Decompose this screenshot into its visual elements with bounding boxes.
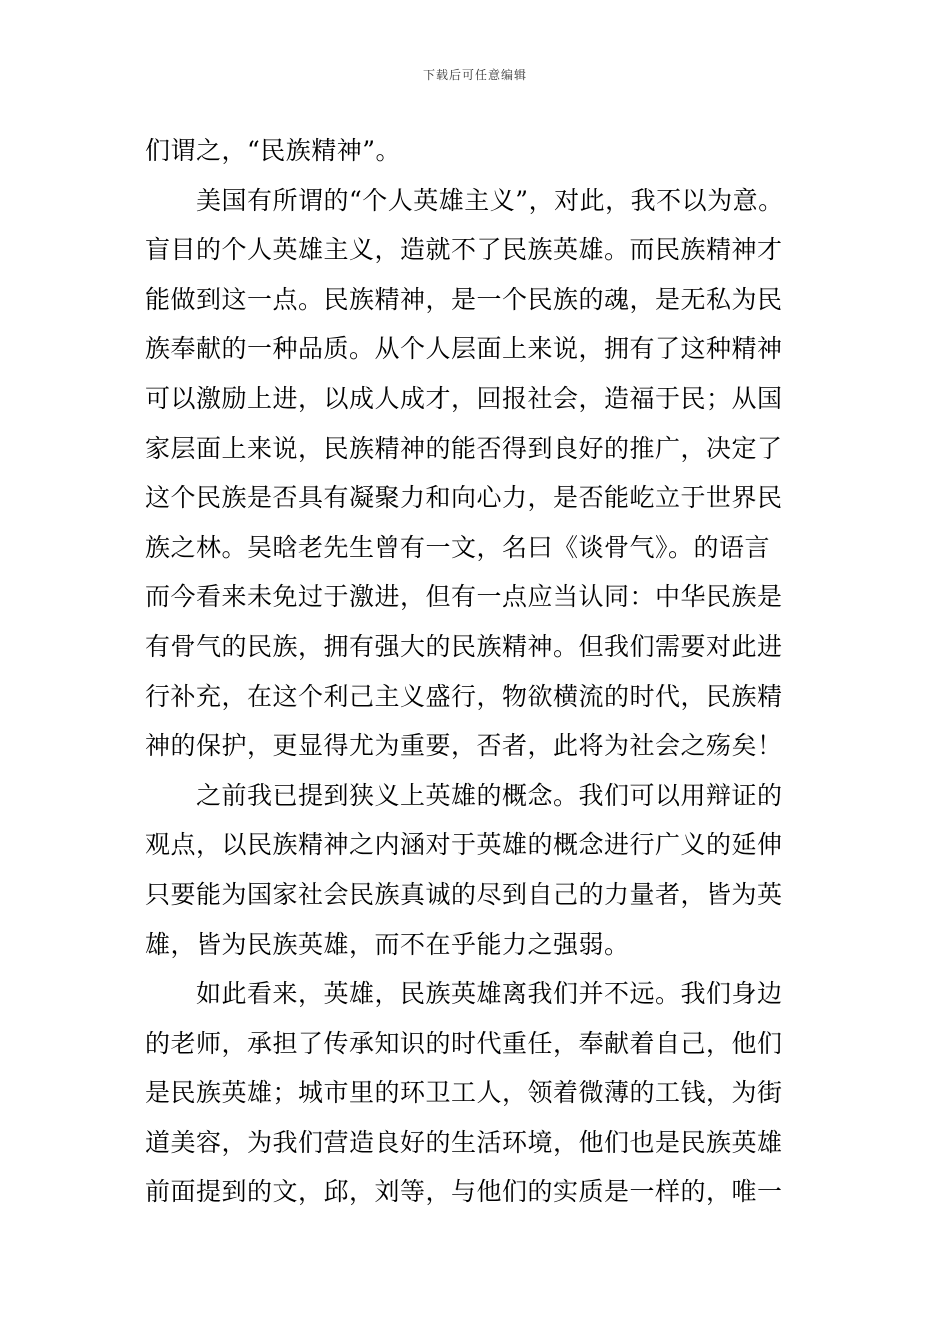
text-line: 只要能为国家社会民族真诚的尽到自己的力量者，皆为英	[145, 879, 783, 909]
text-line: 如此看来，英雄，民族英雄离我们并不远。我们身边	[145, 979, 783, 1009]
text-line: 的老师，承担了传承知识的时代重任，奉献着自己，他们	[145, 1028, 783, 1058]
document-body	[145, 126, 825, 1217]
text-line: 可以激励上进，以成人成才，回报社会，造福于民；从国	[145, 383, 783, 413]
text-line: 族奉献的一种品质。从个人层面上来说，拥有了这种精神	[145, 334, 783, 364]
text-line: 能做到这一点。民族精神，是一个民族的魂，是无私为民	[145, 284, 783, 314]
page-header: 下载后可任意编辑	[422, 68, 527, 82]
text-line: 家层面上来说，民族精神的能否得到良好的推广，决定了	[145, 433, 783, 463]
text-line: 盲目的个人英雄主义，造就不了民族英雄。而民族精神才	[145, 235, 783, 265]
text-line: 观点，以民族精神之内涵对于英雄的概念进行广义的延伸	[145, 830, 783, 860]
text-line: 之前我已提到狭义上英雄的概念。我们可以用辩证的	[145, 780, 783, 810]
text-line: 而今看来未免过于激进，但有一点应当认同：中华民族是	[145, 582, 783, 612]
text-line: 族之林。吴晗老先生曾有一文，名曰《谈骨气》。的语言	[145, 532, 771, 562]
text-line: 这个民族是否具有凝聚力和向心力，是否能屹立于世界民	[145, 483, 783, 513]
text-line: 神的保护，更显得尤为重要，否者，此将为社会之殇矣！	[145, 731, 783, 761]
text-line: 是民族英雄；城市里的环卫工人，领着微薄的工钱，为街	[145, 1078, 783, 1108]
text-line: 前面提到的文，邱，刘等，与他们的实质是一样的，唯一	[145, 1177, 783, 1207]
text-line: 们谓之，“民族精神”。	[145, 136, 402, 165]
text-line: 有骨气的民族，拥有强大的民族精神。但我们需要对此进	[145, 631, 783, 661]
text-line: 美国有所谓的“个人英雄主义”，对此，我不以为意。	[145, 185, 784, 215]
text-line: 道美容，为我们营造良好的生活环境，他们也是民族英雄	[145, 1127, 783, 1157]
text-line: 行补充，在这个利己主义盛行，物欲横流的时代，民族精	[145, 681, 783, 711]
text-line: 雄，皆为民族英雄，而不在乎能力之强弱。	[145, 929, 630, 959]
